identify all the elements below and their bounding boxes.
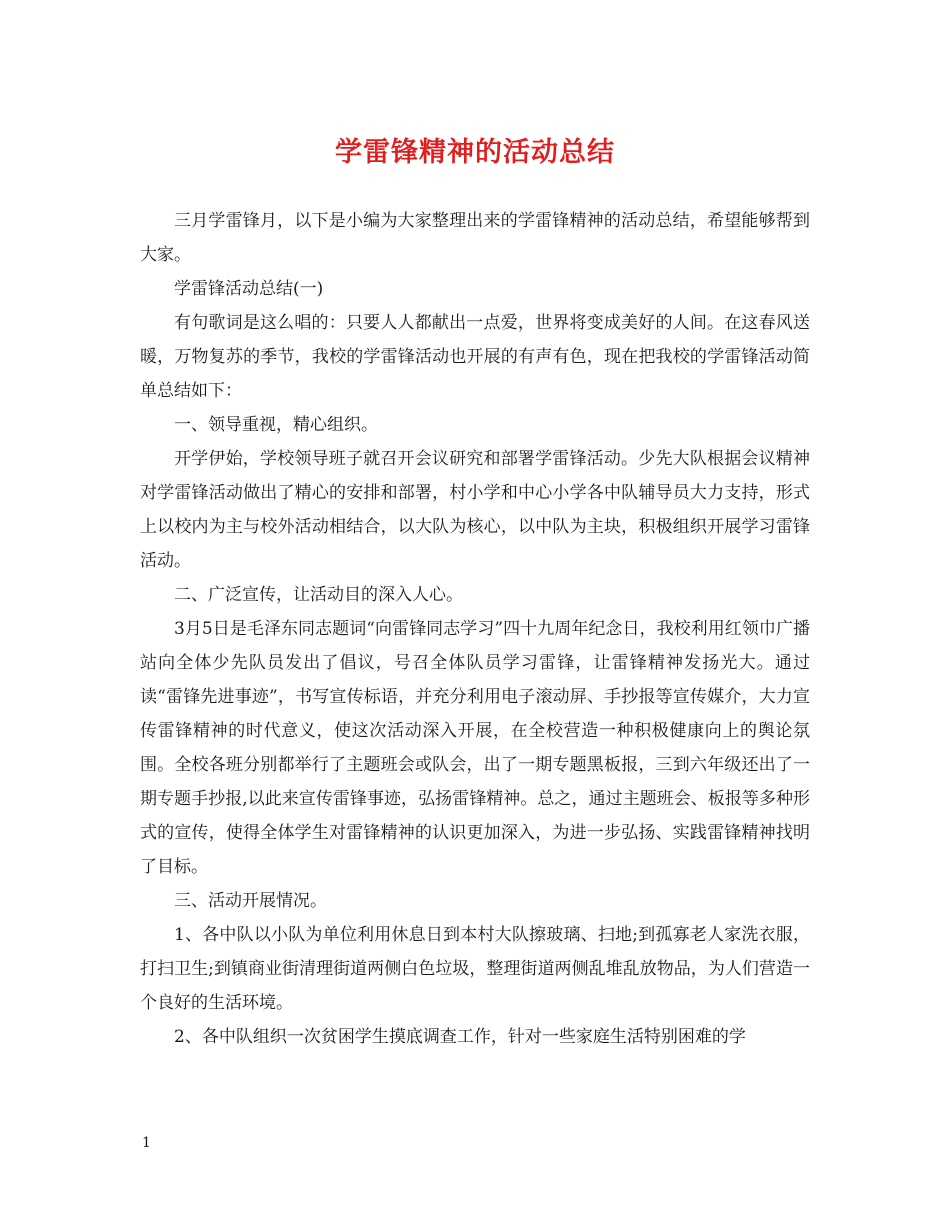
paragraph-heading-2: 二、广泛宣传，让活动目的深入人心。 (174, 585, 463, 605)
paragraph-activity-1: 1、各中队以小队为单位利用休息日到本村大队擦玻璃、扫地;到孤寡老人家洗衣服，打扫卫生;到镇商业街清理街道两侧白色垃圾，整理街道两侧乱堆乱放物品，为人们营造一个良好的生活环境。 (140, 925, 810, 1013)
document-body (140, 204, 810, 1054)
paragraph-intro: 三月学雷锋月，以下是小编为大家整理出来的学雷锋精神的活动总结，希望能够帮到大家。 (140, 211, 810, 265)
paragraph-leadership: 开学伊始，学校领导班子就召开会议研究和部署学雷锋活动。少先大队根据会议精神对学雷锋活动做出了精心的安排和部署，村小学和中心小学各中队辅导员大力支持，形式上以校内为主与校外活动相结合，以大队为核心，以中队为主块，积极组织开展学习雷锋活动。 (140, 449, 810, 571)
paragraph-opening: 有句歌词是这么唱的：只要人人都献出一点爱，世界将变成美好的人间。在这春风送暖，万物复苏的季节，我校的学雷锋活动也开展的有声有色，现在把我校的学雷锋活动简单总结如下： (140, 313, 810, 401)
paragraph-activity-2: 2、各中队组织一次贫困学生摸底调查工作，针对一些家庭生活特别困难的学 (174, 1027, 746, 1047)
paragraph-heading-1: 一、领导重视，精心组织。 (174, 415, 378, 435)
page-number: 1 (142, 1135, 151, 1151)
paragraph-section-heading: 学雷锋活动总结(一) (174, 279, 324, 299)
document-title: 学雷锋精神的活动总结 (335, 137, 615, 168)
paragraph-publicity: 3月5日是毛泽东同志题词“向雷锋同志学习”四十九周年纪念日，我校利用红领巾广播站向全体少先队员发出了倡议，号召全体队员学习雷锋，让雷锋精神发扬光大。通过读“雷锋先进事迹”，书写宣传标语，并充分利用电子滚动屏、手抄报等宣传媒介，大力宣传雷锋精神的时代意义，使这次活动深入开展，在全校营造一种积极健康向上的舆论氛围。全校各班分别都举行了主题班会或队会，出了一期专题黑板报，三到六年级还出了一期专题手抄报,以此来宣传雷锋事迹，弘扬雷锋精神。总之，通过主题班会、板报等多种形式的宣传，使得全体学生对雷锋精神的认识更加深入，为进一步弘扬、实践雷锋精神找明了目标。 (140, 619, 810, 877)
paragraph-heading-3: 三、活动开展情况。 (174, 891, 327, 911)
